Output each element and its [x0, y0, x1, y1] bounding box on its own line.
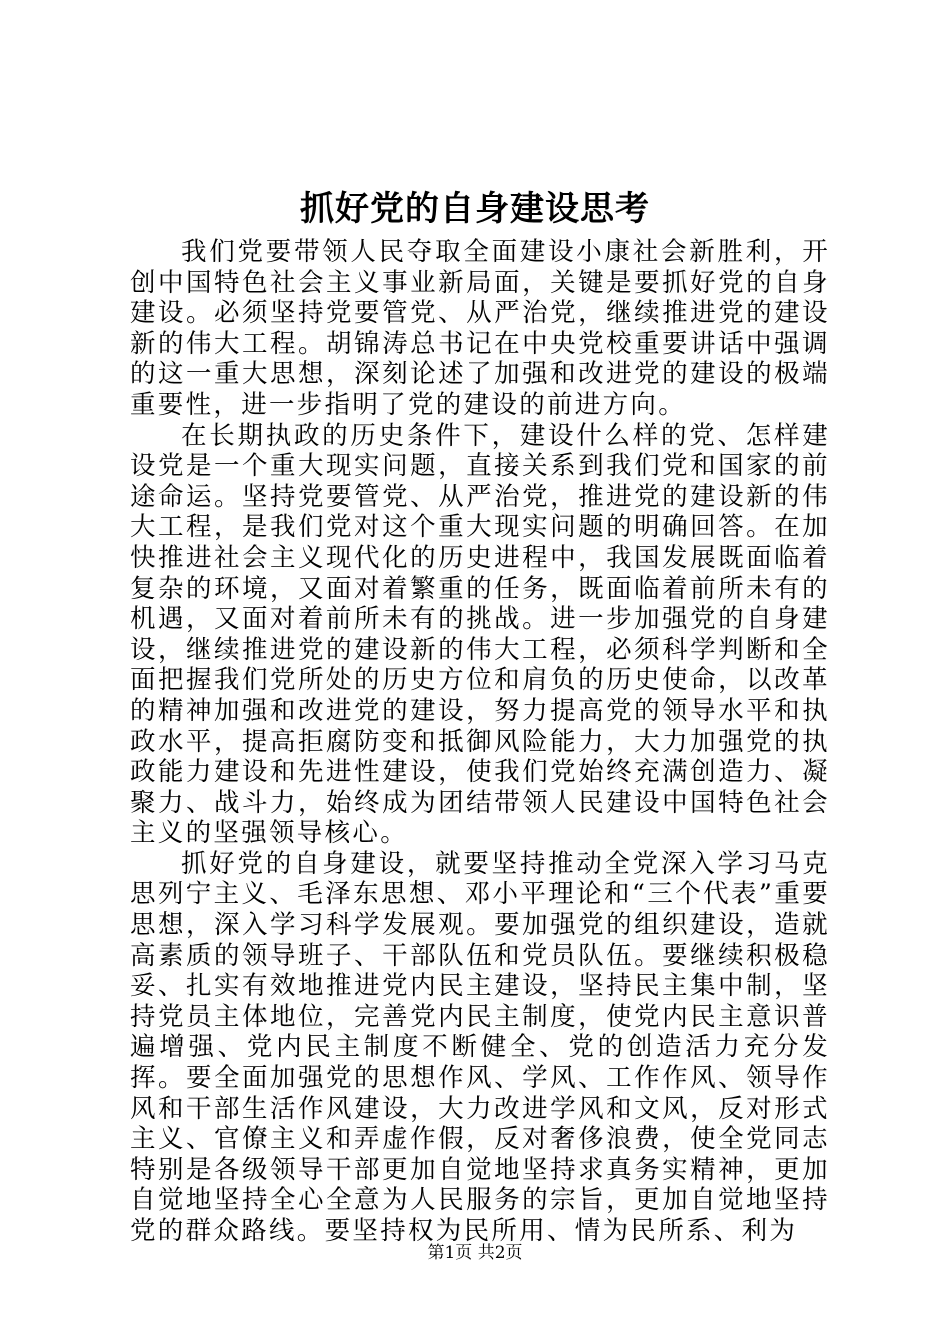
- paragraph-2: 在长期执政的历史条件下，建设什么样的党、怎样建设党是一个重大现实问题，直接关系到我们党和国家的前途命运。坚持党要管党、从严治党，推进党的建设新的伟大工程，是我们党对这个重大现实问题的明确回答。在加快推进社会主义现代化的历史进程中，我国发展既面临着复杂的环境，又面对着繁重的任务，既面临着前所未有的机遇，又面对着前所未有的挑战。进一步加强党的自身建设，继续推进党的建设新的伟大工程，必须科学判断和全面把握我们党所处的历史方位和肩负的历史使命，以改革的精神加强和改进党的建设，努力提高党的领导水平和执政水平，提高拒腐防变和抵御风险能力，大力加强党的执政能力建设和先进性建设，使我们党始终充满创造力、凝聚力、战斗力，始终成为团结带领人民建设中国特色社会主义的坚强领导核心。: [130, 420, 830, 849]
- page-number-footer: 第1页 共2页: [427, 1243, 523, 1263]
- document-title: 抓好党的自身建设思考: [300, 189, 650, 229]
- paragraph-1: 我们党要带领人民夺取全面建设小康社会新胜利，开创中国特色社会主义事业新局面，关键是要抓好党的自身建设。必须坚持党要管党、从严治党，继续推进党的建设新的伟大工程。胡锦涛总书记在中央党校重要讲话中强调的这一重大思想，深刻论述了加强和改进党的建设的极端重要性，进一步指明了党的建设的前进方向。: [130, 237, 830, 420]
- document-body: [130, 237, 830, 1247]
- paragraph-3: 抓好党的自身建设，就要坚持推动全党深入学习马克思列宁主义、毛泽东思想、邓小平理论和“三个代表”重要思想，深入学习科学发展观。要加强党的组织建设，造就高素质的领导班子、干部队伍和党员队伍。要继续积极稳妥、扎实有效地推进党内民主建设，坚持民主集中制，坚持党员主体地位，完善党内民主制度，使党内民主意识普遍增强、党内民主制度不断健全、党的创造活力充分发挥。要全面加强党的思想作风、学风、工作作风、领导作风和干部生活作风建设，大力改进学风和文风，反对形式主义、官僚主义和弄虚作假，反对奢侈浪费，使全党同志特别是各级领导干部更加自觉地坚持求真务实精神，更加自觉地坚持全心全意为人民服务的宗旨，更加自觉地坚持党的群众路线。要坚持权为民所用、情为民所系、利为: [130, 848, 830, 1246]
